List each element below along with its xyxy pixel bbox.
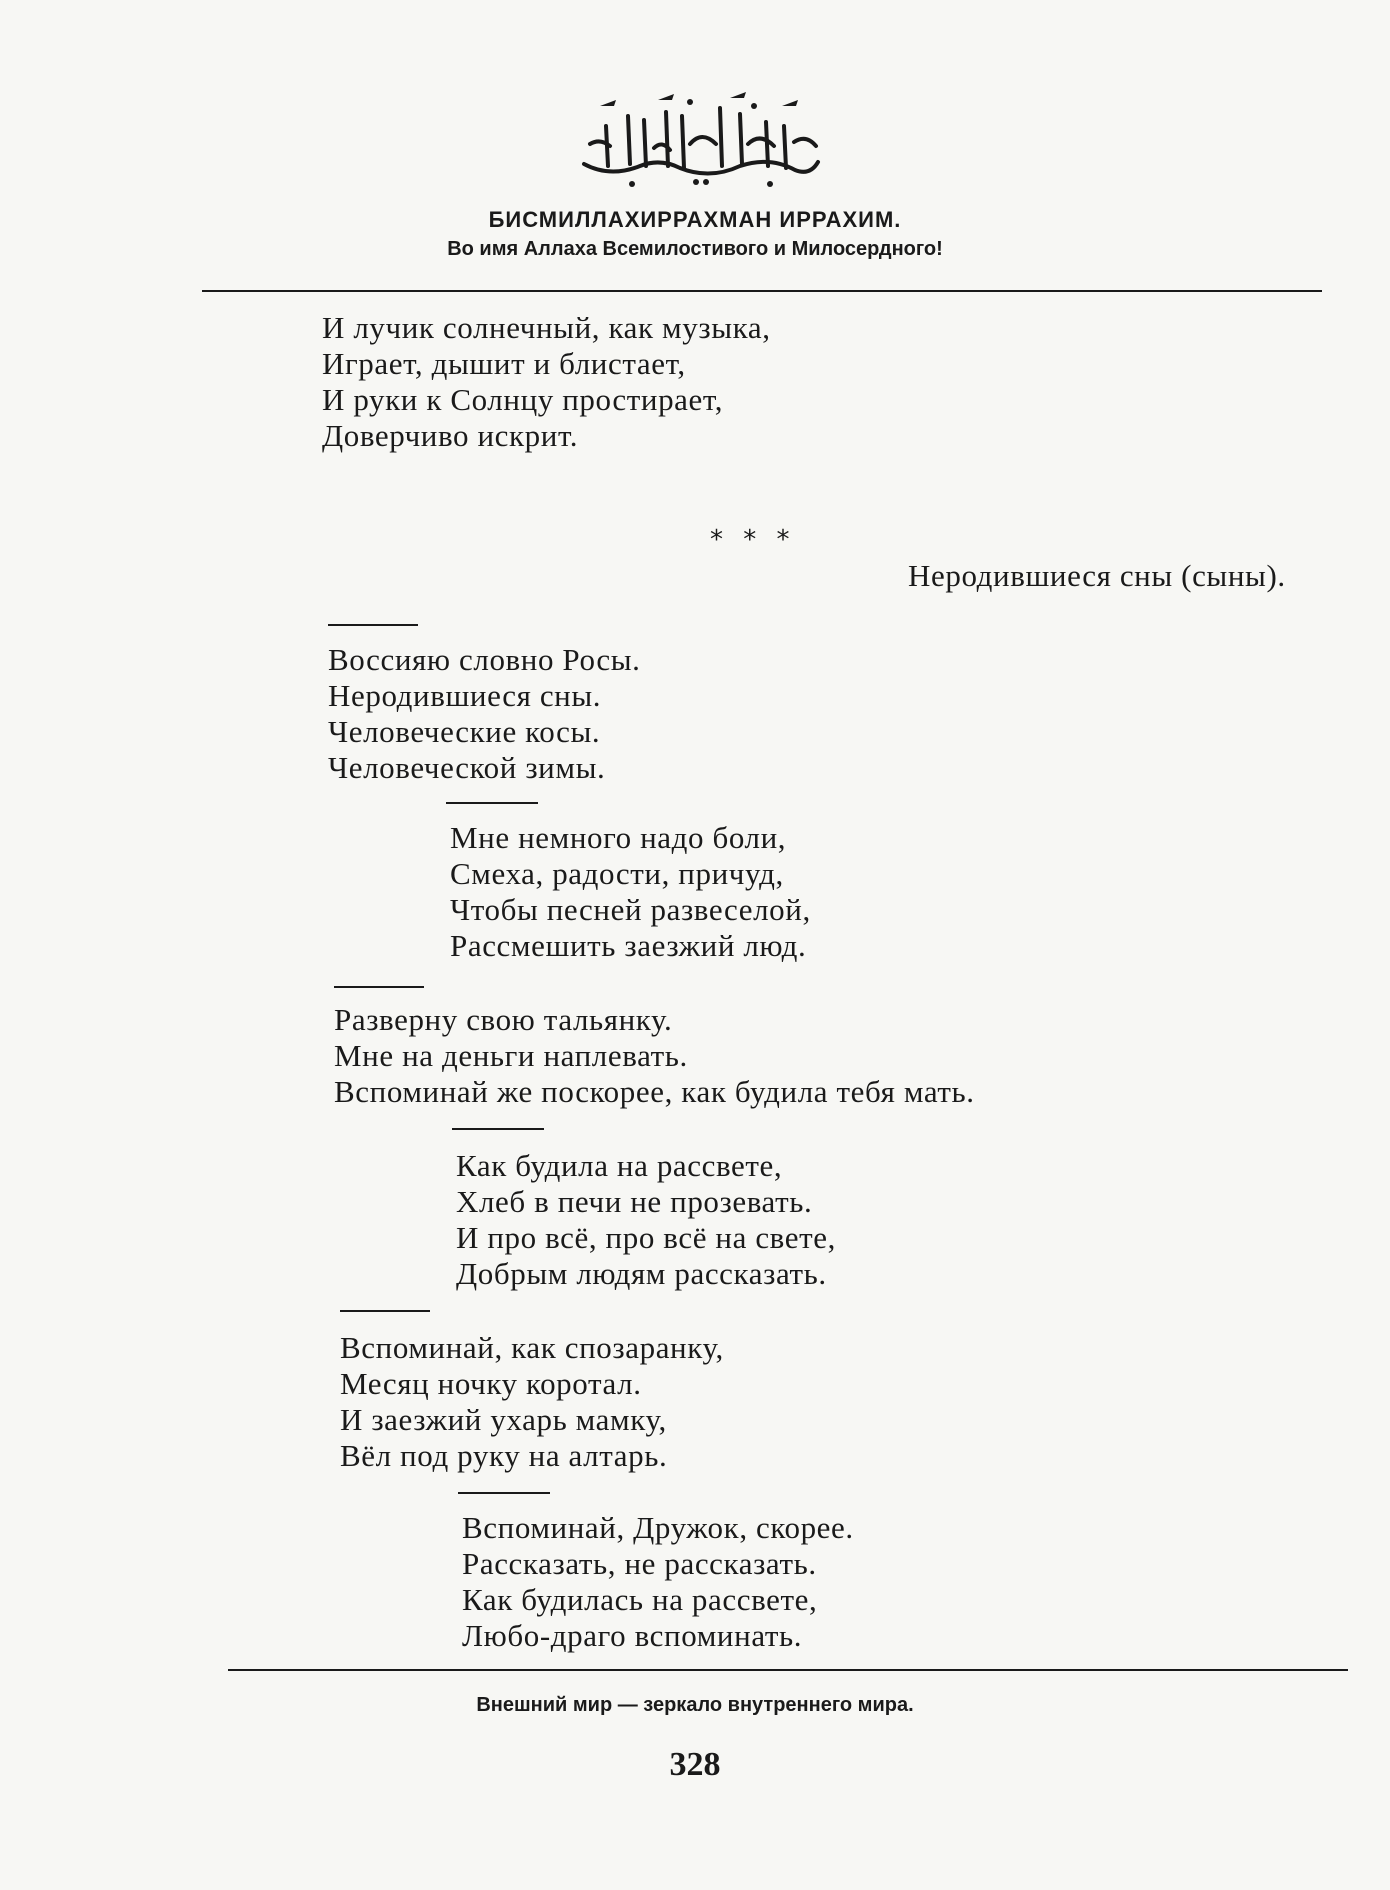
verse-line: Вспоминай, Дружок, скорее. (462, 1510, 854, 1545)
stanza-dash (334, 986, 424, 988)
verse-line: Разверну свою тальянку. (334, 1002, 673, 1037)
verse-line: И заезжий ухарь мамку, (340, 1402, 667, 1437)
verse-line: Доверчиво искрит. (322, 418, 579, 453)
verse-line: Человеческой зимы. (328, 750, 606, 785)
verse-line: Вёл под руку на алтарь. (340, 1438, 668, 1473)
verse-line: Вспоминай, как спозаранку, (340, 1330, 724, 1365)
stanza-dash (452, 1128, 544, 1130)
stanza-4 (456, 1148, 836, 1292)
opening-stanza (322, 310, 771, 454)
verse-line: Мне на деньги наплевать. (334, 1038, 688, 1073)
header-rule (202, 290, 1322, 292)
verse-line: Человеческие косы. (328, 714, 601, 749)
verse-line: Неродившиеся сны. (328, 678, 602, 713)
arabic-calligraphy-image (570, 86, 830, 196)
verse-line: Рассказать, не рассказать. (462, 1546, 817, 1581)
bismillah-calligraphy (570, 86, 830, 196)
page-number: 328 (669, 1746, 721, 1783)
verse-line: И про всё, про всё на свете, (456, 1220, 836, 1255)
stanza-separator-stars: * * * (710, 525, 796, 555)
header-title: БИСМИЛЛАХИРРАХМАН ИРРАХИМ. (488, 207, 902, 232)
verse-line: Рассмешить заезжий люд. (450, 928, 807, 963)
stanza-dash (458, 1492, 550, 1494)
verse-line: Чтобы песней развеселой, (450, 892, 811, 927)
stanza-dash (340, 1310, 430, 1312)
verse-line: Хлеб в печи не прозевать. (456, 1184, 813, 1219)
stanza-5 (340, 1330, 724, 1474)
verse-line: Как будилась на рассвете, (462, 1582, 818, 1617)
stanza-6 (462, 1510, 854, 1654)
stanza-1 (328, 642, 641, 786)
verse-line: Добрым людям рассказать. (456, 1256, 827, 1291)
stanza-3 (334, 1002, 975, 1110)
stanza-dash (328, 624, 418, 626)
header-subtitle: Во имя Аллаха Всемилостивого и Милосердного! (447, 238, 943, 260)
poem-epigraph: Неродившиеся сны (сыны). (908, 558, 1286, 593)
verse-line: И лучик солнечный, как музыка, (322, 310, 771, 345)
verse-line: Как будила на рассвете, (456, 1148, 783, 1183)
verse-line: И руки к Солнцу простирает, (322, 382, 724, 417)
footer-motto: Внешний мир — зеркало внутреннего мира. (476, 1694, 914, 1716)
verse-line: Воссияю словно Росы. (328, 642, 641, 677)
verse-line: Вспоминай же поскорее, как будила тебя мать. (334, 1074, 975, 1109)
verse-line: Мне немного надо боли, (450, 820, 787, 855)
stanza-2 (450, 820, 811, 964)
verse-line: Любо-драго вспоминать. (462, 1618, 803, 1653)
footer-rule (228, 1669, 1348, 1671)
verse-line: Играет, дышит и блистает, (322, 346, 686, 381)
verse-line: Смеха, радости, причуд, (450, 856, 784, 891)
stanza-dash (446, 802, 538, 804)
verse-line: Месяц ночку коротал. (340, 1366, 642, 1401)
